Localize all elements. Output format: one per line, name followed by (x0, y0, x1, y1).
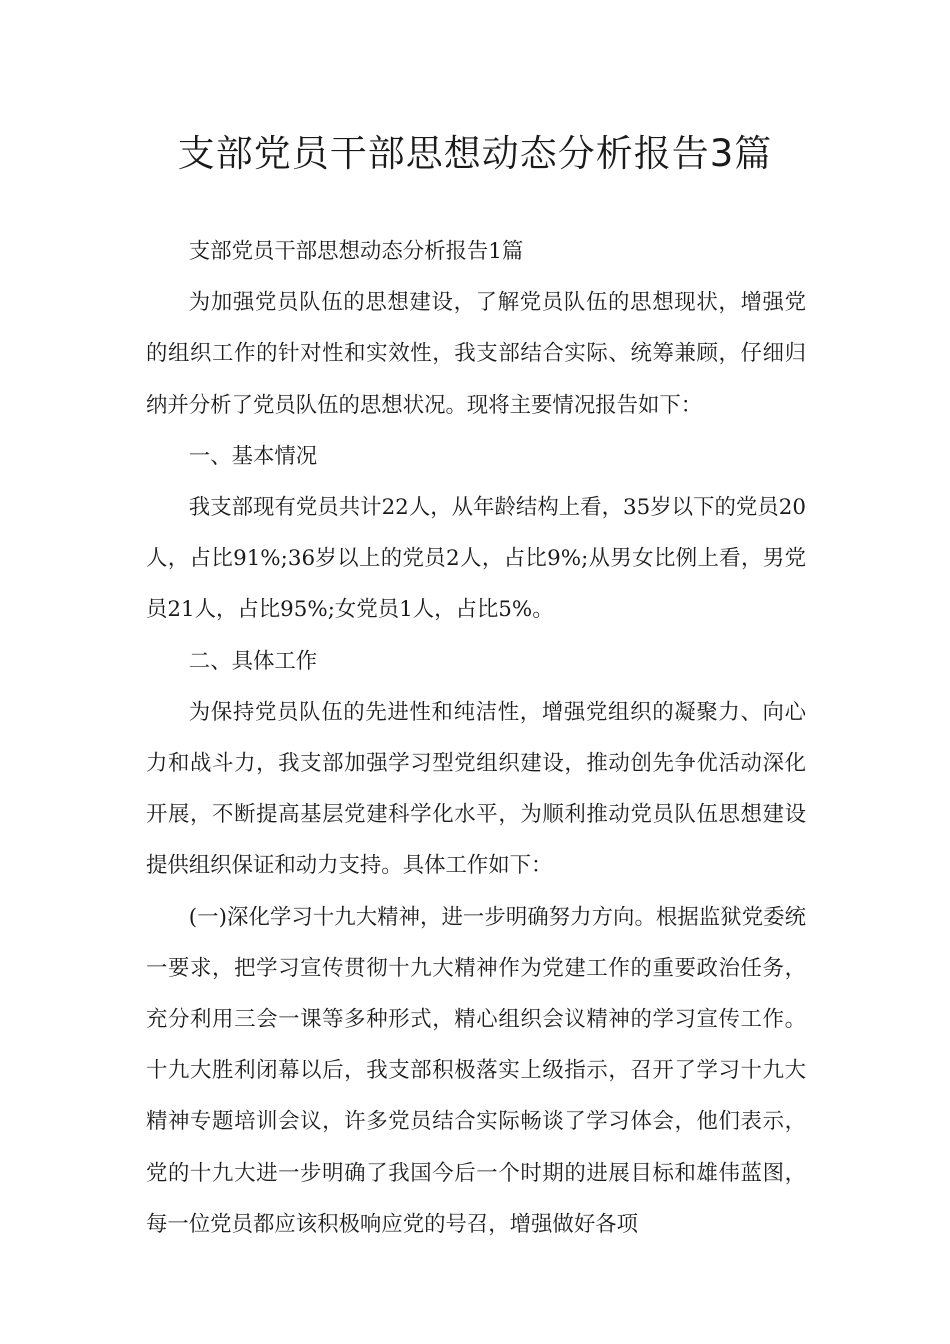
document-title: 支部党员干部思想动态分析报告3篇 (177, 132, 773, 175)
paragraph-work-overview: 为保持党员队伍的先进性和纯洁性，增强党组织的凝聚力、向心力和战斗力，我支部加强学习型党组织建设，推动创先争优活动深化开展，不断提高基层党建科学化水平，为顺利推动党员队伍思想建设提供组织保证和动力支持。具体工作如下： (146, 699, 806, 879)
heading-basic-situation: 一、基本情况 (188, 443, 318, 469)
document-body (146, 226, 806, 1250)
section-subtitle: 支部党员干部思想动态分析报告1篇 (188, 239, 524, 264)
paragraph-study-spirit: (一)深化学习十九大精神，进一步明确努力方向。根据监狱党委统一要求，把学习宣传贯彻十九大精神作为党建工作的重要政治任务，充分利用三会一课等多种形式，精心组织会议精神的学习宣传工作。十九大胜利闭幕以后，我支部积极落实上级指示，召开了学习十九大精神专题培训会议，许多党员结合实际畅谈了学习体会，他们表示，党的十九大进一步明确了我国今后一个时期的进展目标和雄伟蓝图，每一位党员都应该积极响应党的号召，增强做好各项 (146, 904, 806, 1237)
heading-specific-work: 二、具体工作 (188, 648, 318, 674)
paragraph-member-statistics: 我支部现有党员共计22人，从年龄结构上看，35岁以下的党员20人，占比91%;36岁以上的党员2人，占比9%;从男女比例上看，男党员21人，占比95%;女党员1人，占比5%。 (146, 495, 806, 623)
paragraph-intro: 为加强党员队伍的思想建设，了解党员队伍的思想现状，增强党的组织工作的针对性和实效性，我支部结合实际、统筹兼顾，仔细归纳并分析了党员队伍的思想状况。现将主要情况报告如下： (146, 290, 806, 418)
